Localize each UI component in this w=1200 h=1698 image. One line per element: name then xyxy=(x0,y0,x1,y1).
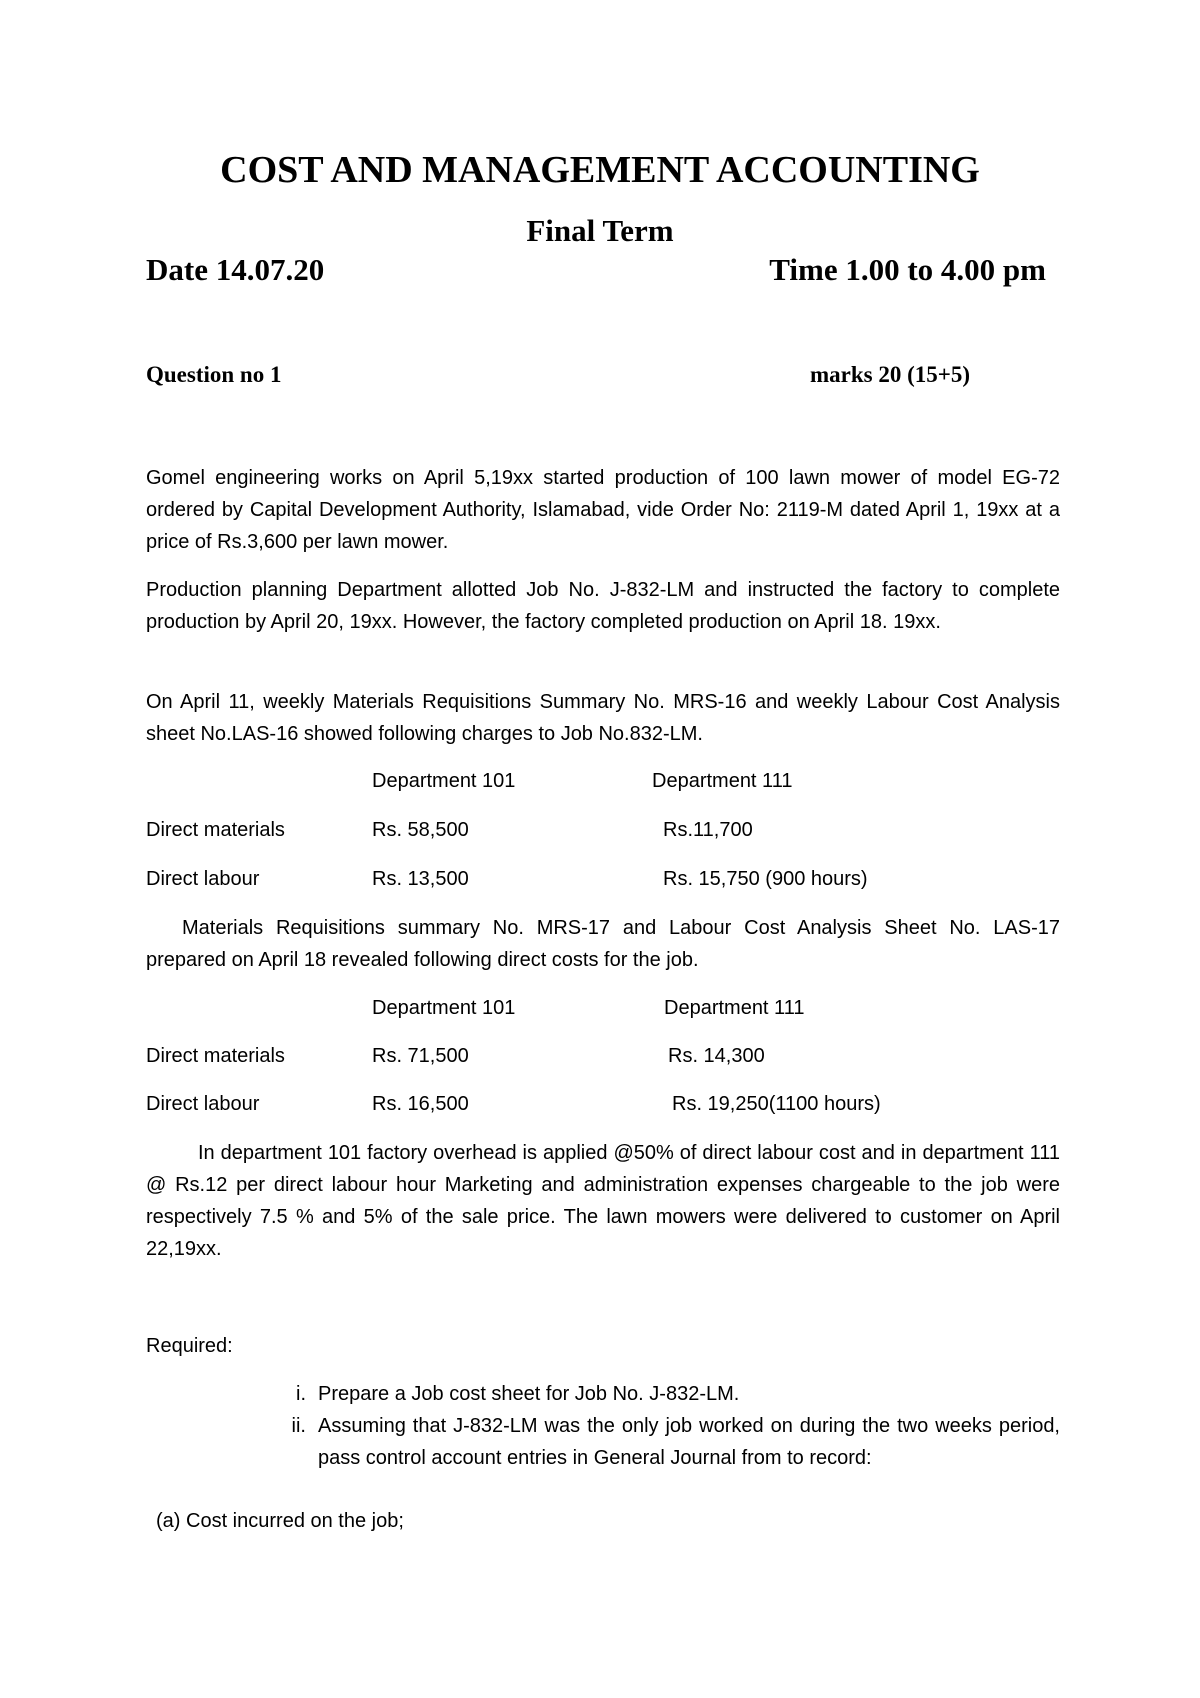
table2-header xyxy=(146,992,1060,1024)
dept111-value: Rs. 14,300 xyxy=(668,1045,765,1067)
dept101-value: Rs. 13,500 xyxy=(372,868,469,890)
table1-header xyxy=(146,765,1060,797)
row-label: Direct labour xyxy=(146,1093,260,1115)
item-text: Prepare a Job cost sheet for Job No. J-832-LM. xyxy=(318,1383,740,1405)
table1-row-materials xyxy=(146,814,1060,846)
dept111-value: Rs.11,700 xyxy=(663,819,753,841)
table1-col-dept101: Department 101 xyxy=(372,770,516,792)
dept111-value: Rs. 19,250(1100 hours) xyxy=(672,1093,881,1115)
paragraph-planning: Production planning Department allotted Job No. J-832-LM and instructed the factory to complete production by April 20, 19xx. However, the factory completed production on April 18. 19xx. xyxy=(146,579,1060,633)
row-label: Direct labour xyxy=(146,868,260,890)
item-text: Assuming that J-832-LM was the only job worked on during the two weeks period, pass control account entries in General Journal from to record: xyxy=(318,1415,1060,1469)
row-label: Direct materials xyxy=(146,819,285,841)
exam-time: Time 1.00 to 4.00 pm xyxy=(769,252,1046,287)
document-title: COST AND MANAGEMENT ACCOUNTING xyxy=(220,149,980,191)
dept101-value: Rs. 58,500 xyxy=(372,819,469,841)
table2-col-dept101: Department 101 xyxy=(372,997,516,1019)
question-label: Question no 1 xyxy=(146,362,282,387)
item-number: i. xyxy=(296,1383,306,1405)
table2-col-dept111: Department 111 xyxy=(664,997,805,1019)
table1-row-labour xyxy=(146,863,1060,895)
paragraph-mrs17: Materials Requisitions summary No. MRS-17 and Labour Cost Analysis Sheet No. LAS-17 prepared on April 18 revealed following direct costs for the job. xyxy=(146,917,1060,971)
date-time-line xyxy=(146,252,1046,288)
required-label: Required: xyxy=(146,1335,233,1357)
dept101-value: Rs. 71,500 xyxy=(372,1045,469,1067)
question-heading xyxy=(146,361,1006,389)
row-label: Direct materials xyxy=(146,1045,285,1067)
question-marks: marks 20 (15+5) xyxy=(810,362,971,387)
required-sub-item-a: (a) Cost incurred on the job; xyxy=(156,1510,404,1532)
paragraph-overhead: In department 101 factory overhead is applied @50% of direct labour cost and in department 111 @ Rs.12 per direct labour hour Marketing and administration expenses chargeable to the job were respectively 7.5 % and 5% of the sale price. The lawn mowers were delivered to customer on April 22,19xx. xyxy=(146,1142,1060,1260)
table2-row-materials xyxy=(146,1040,1060,1072)
dept111-value: Rs. 15,750 (900 hours) xyxy=(663,868,868,890)
exam-date: Date 14.07.20 xyxy=(146,252,325,287)
dept101-value: Rs. 16,500 xyxy=(372,1093,469,1115)
table1-col-dept111: Department 111 xyxy=(652,770,793,792)
table2-row-labour xyxy=(146,1088,1060,1120)
item-number: ii. xyxy=(291,1415,306,1437)
paragraph-intro: Gomel engineering works on April 5,19xx started production of 100 lawn mower of model EG-72 ordered by Capital Development Authority, Islamabad, vide Order No: 2119-M dated April 1, 19xx at a price of Rs.3,600 per lawn mower. xyxy=(146,467,1060,553)
exam-term: Final Term xyxy=(526,213,674,248)
paragraph-april-11: On April 11, weekly Materials Requisitions Summary No. MRS-16 and weekly Labour Cost Analysis sheet No.LAS-16 showed following charges to Job No.832-LM. xyxy=(146,691,1060,745)
